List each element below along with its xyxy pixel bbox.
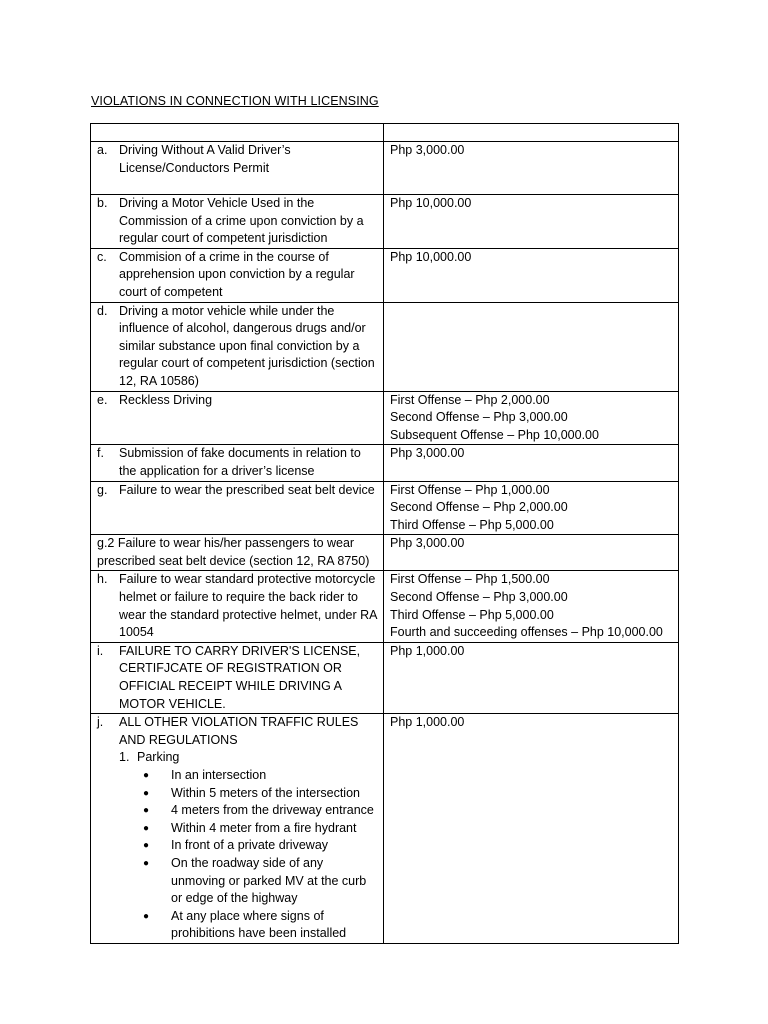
sub-item-parking [97, 749, 377, 767]
penalty-text: Php 3,000.00 [390, 446, 465, 461]
row-letter: h. [97, 572, 108, 587]
penalty-text: Subsequent Offense – Php 10,000.00 [390, 427, 599, 442]
penalty-text: First Offense – Php 1,000.00 [390, 482, 550, 497]
penalty-text: Php 3,000.00 [390, 536, 465, 551]
violation-text: Driving Without A Valid Driver’s License/Conductors Permit [119, 143, 291, 175]
table-row [91, 642, 679, 713]
bullet-icon: ● [143, 770, 150, 781]
violation-text: Failure to wear his/her passengers to wear prescribed seat belt device (section 12, RA 8750) [97, 536, 370, 568]
penalty-text: Third Offense – Php 5,000.00 [390, 607, 554, 622]
sub-item-number: 1. [119, 750, 130, 765]
row-letter: g.2 [97, 536, 115, 551]
row-letter: d. [97, 303, 108, 318]
penalty-text: Php 1,000.00 [390, 715, 465, 730]
table-row [91, 535, 679, 571]
row-letter: c. [97, 249, 107, 264]
violation-text: Failure to wear standard protective motorcycle helmet or failure to require the back rider to wear the standard protective helmet, under RA 10054 [119, 572, 377, 640]
penalty-text: First Offense – Php 1,500.00 [390, 572, 550, 587]
page-title: VIOLATIONS IN CONNECTION WITH LICENSING [91, 94, 379, 108]
row-letter: b. [97, 196, 108, 210]
row-letter: i. [97, 643, 104, 658]
violation-text: Commision of a crime in the course of apprehension upon conviction by a regular court of competent [119, 249, 355, 299]
bullet-icon: ● [143, 857, 150, 869]
penalty-text: Php 3,000.00 [390, 143, 465, 157]
penalty-cell-empty [384, 302, 679, 391]
row-letter: a. [97, 143, 108, 157]
table-header-row [91, 124, 679, 142]
table-row [91, 302, 679, 391]
violation-text: Driving a Motor Vehicle Used in the Commission of a crime upon conviction by a regular court of competent jurisdiction [119, 196, 364, 246]
violations-table [90, 123, 679, 944]
penalty-text: First Offense – Php 2,000.00 [390, 392, 550, 407]
bullet-icon: ● [143, 822, 150, 834]
violation-text: Reckless Driving [119, 392, 213, 407]
penalty-text: Php 10,000.00 [390, 249, 472, 264]
table-row [91, 714, 679, 944]
list-item: ● 4 meters from the driveway entrance [97, 802, 377, 820]
violation-text: Failure to wear the prescribed seat belt device [119, 482, 375, 497]
header-cell-penalty [384, 124, 679, 142]
header-cell-violation [91, 124, 384, 142]
penalty-text: Second Offense – Php 3,000.00 [390, 410, 568, 425]
row-letter: g. [97, 482, 108, 497]
list-item: ● In an intersection [97, 767, 377, 785]
violation-text: Submission of fake documents in relation to the application for a driver’s license [119, 446, 361, 478]
table-row [91, 481, 679, 535]
penalty-text: Fourth and succeeding offenses – Php 10,000.00 [390, 625, 663, 640]
table-row [91, 248, 679, 302]
table-row [91, 391, 679, 445]
row-letter: e. [97, 392, 108, 407]
list-item: ● At any place where signs of prohibitions have been installed [97, 908, 377, 943]
list-item: ● In front of a private driveway [97, 837, 377, 855]
parking-bullet-list [97, 767, 377, 943]
list-item: ● Within 4 meter from a fire hydrant [97, 820, 377, 838]
list-item: ● On the roadway side of any unmoving or parked MV at the curb or edge of the highway [97, 855, 377, 908]
bullet-icon: ● [143, 787, 150, 799]
bullet-icon: ● [143, 805, 150, 817]
sub-item-label: Parking [137, 750, 180, 765]
penalty-text: Php 10,000.00 [390, 196, 472, 210]
row-letter: j. [97, 715, 104, 730]
penalty-text: Php 1,000.00 [390, 643, 465, 658]
violation-text: FAILURE TO CARRY DRIVER'S LICENSE, CERTIFJCATE OF REGISTRATION OR OFFICIAL RECEIPT WHILE DRIVING A MOTOR VEHICLE. [119, 643, 361, 711]
violation-text: Driving a motor vehicle while under the influence of alcohol, dangerous drugs and/or similar substance upon final conviction by a regular court of competent jurisdiction (section 12, RA 10586) [119, 303, 375, 388]
violation-text: ALL OTHER VIOLATION TRAFFIC RULES AND REGULATIONS [119, 715, 359, 747]
table-row [91, 571, 679, 642]
table-row [91, 445, 679, 481]
table-row [91, 142, 679, 195]
list-item: ● Within 5 meters of the intersection [97, 785, 377, 803]
row-letter: f. [97, 446, 104, 461]
penalty-text: Second Offense – Php 2,000.00 [390, 500, 568, 515]
penalty-text: Third Offense – Php 5,000.00 [390, 517, 554, 532]
table-row [91, 195, 679, 249]
penalty-text: Second Offense – Php 3,000.00 [390, 590, 568, 605]
bullet-icon: ● [143, 910, 150, 922]
bullet-icon: ● [143, 840, 150, 852]
